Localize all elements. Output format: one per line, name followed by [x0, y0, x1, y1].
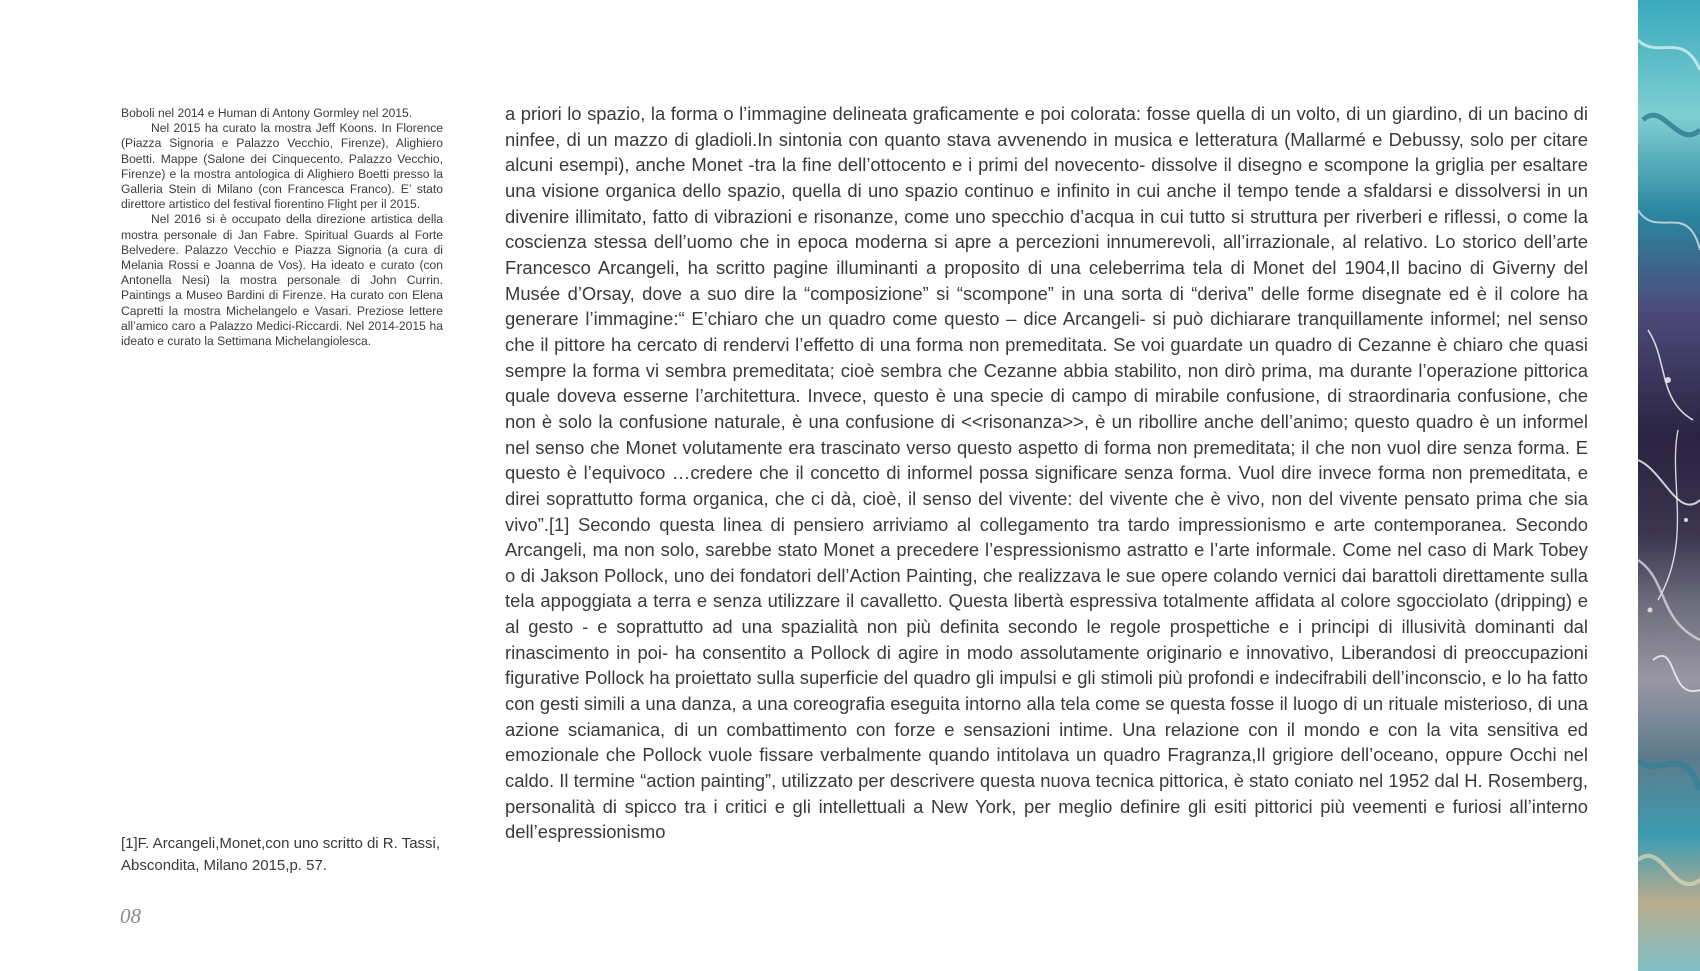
page-number: 08 [120, 904, 141, 928]
bio-paragraph: Nel 2015 ha curato la mostra Jeff Koons. In Florence (Piazza Signoria e Palazzo Vecchio, Firenze), Alighiero Boetti. Mappe (Salone dei Cinquecento. Palazzo Vecchio, Firenze) e la mostra antologica di Alighiero Boetti presso la Galleria Stein di Milano (con Francesca Franco). E’ stato direttore artistico del festival fiorentino Flight per il 2015. [121, 121, 443, 212]
footnote: [1]F. Arcangeli,Monet,con uno scritto di R. Tassi, Abscondita, Milano 2015,p. 57. [121, 835, 441, 874]
decorative-painting-strip [1638, 0, 1700, 971]
bio-paragraph: Boboli nel 2014 e Human di Antony Gormley nel 2015. [121, 106, 413, 120]
main-body-text: a priori lo spazio, la forma o l’immagine delineata graficamente e poi colorata: fosse quella di un volto, di un giardino, di un bacino di ninfee, di un mazzo di gladioli.In sintonia con quanto stava avvenendo in musica e letteratura (Mallarmé e Debussy, solo per citare alcuni esempi), anche Monet -tra la fine dell’ottocento e i primi del novecento- dissolve il disegno e scompone la griglia per esaltare una visione organica dello spazio, quella di uno spazio continuo e infinito in cui anche il tempo tende a sfaldarsi e dissolversi in un divenire illimitato, fatto di vibrazioni e risonanze, come uno specchio d’acqua in cui tutto si struttura per riverberi e riflessi, o come la coscienza stessa dell’uomo che in epoca moderna si apre a percezioni innumerevoli, all’irrazionale, al relativo. Lo storico dell’arte Francesco Arcangeli, ha scritto pagine illuminanti a proposito di una celeberrima tela di Monet del 1904,Il bacino di Giverny del Musée d’Orsay, dove a suo dire la “composizione” si “scompone” in una sorta di “deriva” delle forme disegnate ed è il colore ha generare l’immagine:“ E’chiaro che un quadro come questo – dice Arcangeli- si può dichiarare tranquillamente informel; nel senso che il pittore ha cercato di rendervi l’effetto di una forma non premeditata. Se voi guardate un quadro di Cezanne è chiaro che quasi sempre la forma vi sembra premeditata; cioè sembra che Cezanne abbia stabilito, non dirò prima, ma durante l’operazione pittorica quale doveva esserne l’architettura. Invece, questo è una specie di campo di mirabile confusione, di straordinaria confusione, che non è solo la confusione naturale, è una confusione di <<risonanza>>, è un ribollire anche dell’animo; questo quadro è un informel nel senso che Monet volutamente era trascinato verso questo aspetto di forma non premeditata; il che non vuol dire senza forma. E questo è l’equivoco …credere che il concetto di informel possa significare senza forma. Vuol dire invece forma non premeditata, e direi soprattutto forma organica, che ci dà, cioè, il senso del vivente: del vivente che è vivo, non del vivente pensato prima che sia vivo”.[1] Secondo questa linea di pensiero arriviamo al collegamento tra tardo impressionismo e arte contemporanea. Secondo Arcangeli, ma non solo, sarebbe stato Monet a precedere l’espressionismo astratto e l’arte informale. Come nel caso di Mark Tobey o di Jakson Pollock, uno dei fondatori dell’Action Painting, che realizzava le sue opere colando vernici dai barattoli direttamente sulla tela appoggiata a terra e senza utilizzare il cavalletto. Questa libertà espressiva totalmente affidata al colore sgocciolato (dripping) e al gesto - e soprattutto ad una spazialità non più definita secondo le regole prospettiche e i principi di illusività dominanti dal rinascimento in poi- ha consentito a Pollock di agire in modo assolutamente originario e innovativo, Liberandosi di preoccupazioni figurative Pollock ha proiettato sulla superficie del quadro gli impulsi e gli stimoli più profondi e indecifrabili dell’inconscio, e lo ha fatto con gesti simili a una danza, a una coreografia eseguita intorno alla tela come se questa fosse il luogo di un rituale misterioso, di una azione sciamanica, di un combattimento con forze e sensazioni intime. Una relazione con il mondo e con la vita sensitiva ed emozionale che Pollock vuole fissare verbalmente quando intitolava un quadro Fragranza,Il grigiore dell’oceano, oppure Occhi nel caldo. Il termine “action painting”, utilizzato per descrivere questa nuova tecnica pittorica, è stato coniato nel 1952 dal H. Rosemberg, personalità di spicco tra i critici e gli intellettuali a New York, per meglio definire gli esiti pittorici più veementi e furiosi all’interno dell’espressionismo [505, 103, 1588, 843]
bio-paragraph: Nel 2016 si è occupato della direzione artistica della mostra personale di Jan Fabre. Spiritual Guards al Forte Belvedere. Palazzo Vecchio e Piazza Signoria (a cura di Melania Rossi e Joanna de Vos). Ha ideato e curato (con Antonella Nesi) la mostra personale di John Currin. Paintings a Museo Bardini di Firenze. Ha curato con Elena Capretti la mostra Michelangelo e Vasari. Preziose lettere all’amico caro a Palazzo Medici-Riccardi. Nel 2014-2015 ha ideato e curato la Settimana Michelangiolesca. [121, 212, 443, 349]
author-bio-column [121, 106, 443, 349]
abstract-painting-image [1638, 0, 1700, 971]
